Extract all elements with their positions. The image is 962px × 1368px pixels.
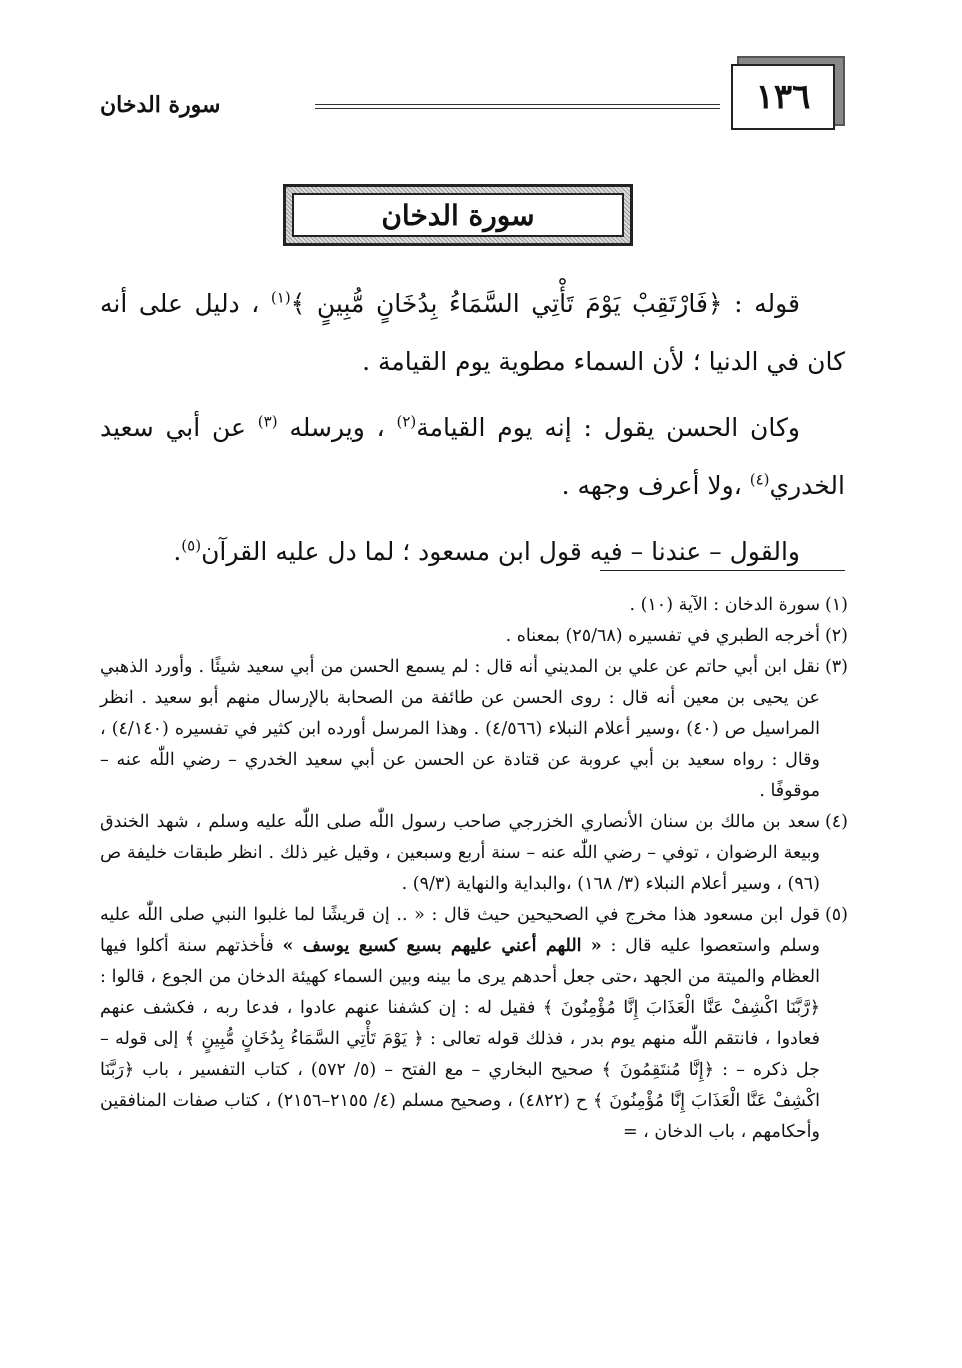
footnote-number: (٢): [824, 626, 848, 646]
footnote-text: أخرجه الطبري في تفسيره (٢٥/٦٨) بمعناه .: [505, 626, 820, 646]
footnote-text: نقل ابن أبي حاتم عن علي بن المديني أنه قال : لم يسمع الحسن من أبي سعيد شيئًا . وأورد الذهبي عن يحيى بن معين أنه قال : روى الحسن عن طائفة من الصحابة بالإرسال منهم أبو سعيد . انظر المراسيل ص (٤٠) ،وسير أعلام النبلاء (٤/٥٦٦) . وهذا المرسل أورده ابن كثير في تفسيره (٤/١٤٠) ، وقال : رواه سعيد بن أبي عروبة عن قتادة عن الحسن عن أبي سعيد الخدري – رضي اللّٰه عنه – موقوفًا .: [100, 657, 820, 801]
footnotes: [100, 590, 848, 1148]
footnote-number: (٣): [824, 657, 848, 677]
page-number: ١٣٦: [731, 64, 835, 130]
p2-c: عن أبي سعيد الخدري: [100, 413, 845, 500]
surah-title: سورة الدخان: [292, 193, 624, 237]
footnote-text: سعد بن مالك بن سنان الأنصاري الخزرجي صاحب رسول اللّٰه صلى اللّٰه عليه وسلم ، شهد الخندق وبيعة الرضوان ، توفي – رضي اللّٰه عنه – سنة أربع وسبعين ، وقيل غير ذلك . انظر طبقات خليفة ص (٩٦) ، وسير أعلام النبلاء (٣/ ١٦٨) ،والبداية والنهاية (٩/٣) .: [100, 812, 820, 894]
main-text: [100, 275, 845, 589]
footnote-ref-3[interactable]: (٣): [257, 412, 278, 431]
p1-rest: ، دليل على أنه كان في الدنيا ؛ لأن السماء مطوية يوم القيامة .: [100, 289, 845, 376]
footnote-ref-4[interactable]: (٤): [749, 470, 770, 489]
page-header: [100, 64, 835, 134]
footnote-4: [100, 807, 848, 900]
surah-title-frame: [283, 184, 633, 246]
paragraph-1: [100, 275, 845, 391]
p2-d: ،ولا أعرف وجهه .: [561, 471, 750, 500]
footnote-number: (١): [824, 595, 848, 615]
footnote-text: سورة الدخان : الآية (١٠) .: [629, 595, 820, 615]
footnote-number: (٤): [824, 812, 848, 832]
footnote-ref-2[interactable]: (٢): [396, 412, 417, 431]
p1-lead: قوله :: [722, 289, 801, 318]
p3-b: .: [173, 537, 182, 566]
p2-a: وكان الحسن يقول : إنه يوم القيامة: [416, 413, 800, 442]
footnote-ref-5[interactable]: (٥): [181, 536, 202, 555]
paragraph-2: [100, 399, 845, 515]
footnote-text: قول ابن مسعود هذا مخرج في الصحيحين حيث قال : « .. إن قريشًا لما غلبوا النبي صلى اللّٰه عليه وسلم واستعصوا عليه قال :: [100, 905, 820, 956]
running-title: سورة الدخان: [100, 92, 221, 118]
footnote-separator: [600, 570, 845, 571]
paragraph-3: [100, 523, 845, 581]
footnote-hadith-quote: « اللهم أعني عليهم بسبع كسبع يوسف »: [282, 936, 602, 956]
footnote-text-cont: فأخذتهم سنة أكلوا فيها العظام والميتة من الجهد ،حتى جعل أحدهم يرى ما بينه وبين السماء كهيئة الدخان من الجوع ، قالوا : ﴿رَّبَّنَا اكْشِفْ عَنَّا الْعَذَابَ إِنَّا مُؤْمِنُونَ ﴾ فقيل له : إن كشفنا عنهم عادوا ، فدعا ربه ، فكشف عنهم فعادوا ، فانتقم اللّٰه منهم يوم بدر ، فذلك قوله تعالى : ﴿ يَوْمَ تَأْتِي السَّمَاءُ بِدُخَانٍ مُّبِينٍ ﴾ إلى قوله – جل ذكره – : ﴿إِنَّا مُنتَقِمُونَ ﴾ صحيح البخاري – مع الفتح – (٥/ ٥٧٢) ، كتاب التفسير ، باب ﴿رَبَّنَا اكْشِفْ عَنَّا الْعَذَابَ إِنَّا مُؤْمِنُونَ ﴾ ح (٤٨٢٢) ، وصحيح مسلم (٤/ ٢١٥٥–٢١٥٦) ، كتاب صفات المنافقين وأحكامهم ، باب الدخان ، =: [100, 936, 820, 1142]
footnote-2: [100, 621, 848, 652]
footnote-5: [100, 900, 848, 1148]
footnote-1: [100, 590, 848, 621]
footnote-number: (٥): [824, 905, 848, 925]
footnote-ref-1[interactable]: (١): [270, 288, 291, 307]
footnote-3: [100, 652, 848, 807]
header-rule: [315, 104, 720, 109]
p3-a: والقول – عندنا – فيه قول ابن مسعود ؛ لما دل عليه القرآن: [201, 537, 800, 566]
p2-b: ، ويرسله: [277, 413, 397, 442]
quran-verse: ﴿فَارْتَقِبْ يَوْمَ تَأْتِي السَّمَاءُ بِدُخَانٍ مُّبِينٍ ﴾: [290, 289, 723, 318]
